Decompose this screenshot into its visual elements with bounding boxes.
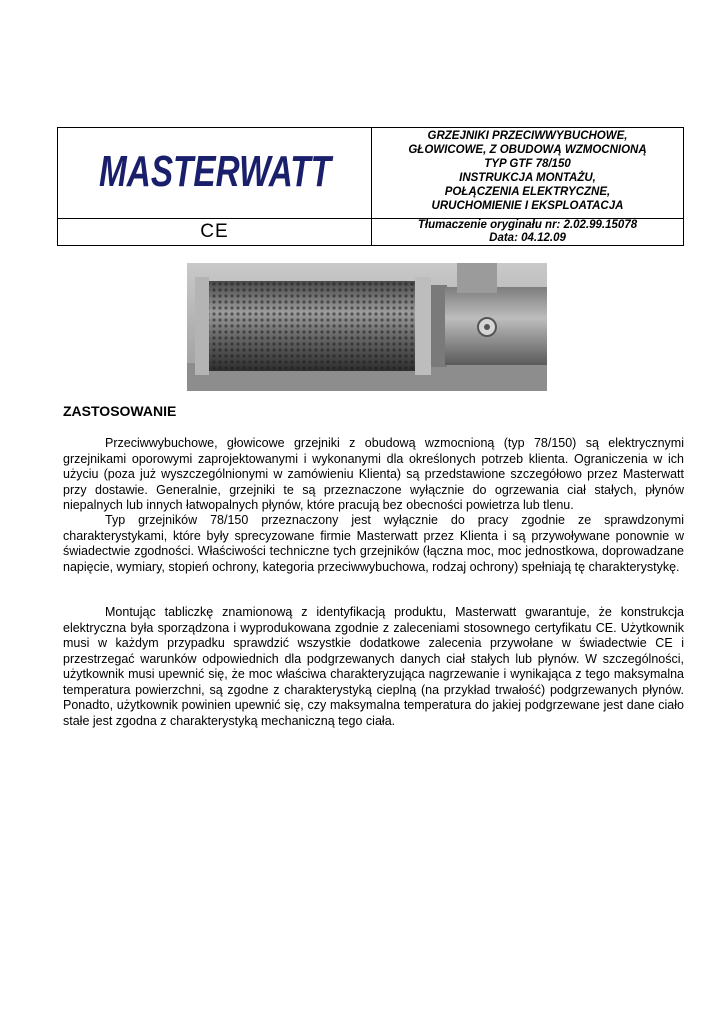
title-line-3: TYP GTF 78/150 bbox=[484, 158, 571, 170]
document-header-table bbox=[57, 127, 684, 246]
title-line-1: GRZEJNIKI PRZECIWWYBUCHOWE, bbox=[427, 130, 628, 142]
document-title bbox=[372, 128, 683, 218]
ce-cell bbox=[58, 219, 371, 245]
title-line-2: GŁOWICOWE, Z OBUDOWĄ WZMOCNIONĄ bbox=[408, 144, 647, 156]
translation-info bbox=[372, 219, 683, 245]
section-heading: ZASTOSOWANIE bbox=[63, 403, 177, 419]
paragraph-3: Montując tabliczkę znamionową z identyfikacją produktu, Masterwatt gwarantuje, że konstrukcja elektryczna była sporządzona i wyprodukowana zgodnie z zaleceniami stosownego certyfikatu CE. Użytkownik musi w każdym przypadku sprawdzić wszystkie dodatkowe zalecenia przywołane w świadectwie CE i przestrzegać warunków odpowiednich dla podgrzewanych danych ciał stałych lub płynów. W szczególności, użytkownik musi upewnić się, że moc właściwa charakteryzująca nagrzewanie i wynikająca z tego maksymalna temperatura powierzchni, są zgodne z charakterystyką cieplną (na przykład trwałość) podgrzewanych płynów. Ponadto, użytkownik powinien upewnić się, czy maksymalna temperatura do jakiej podgrzewane jest dane ciało stałe jest zgodna z charakterystyką mechaniczną tego ciała. bbox=[63, 605, 684, 728]
document-date: Data: 04.12.09 bbox=[489, 232, 566, 244]
logo-cell bbox=[58, 128, 371, 218]
logo-text: MASTERWATT bbox=[98, 147, 333, 196]
paragraph-2: Typ grzejników 78/150 przeznaczony jest wyłącznie do pracy zgodnie ze sprawdzonymi charakterystykami, które były sprecyzowane firmie Masterwatt przez Klienta i są przywoływane ponownie w świadectwie zgodności. Właściwości techniczne tych grzejników (łączna moc, moc jednostkowa, doprowadzane napięcie, wymiary, stopień ochrony, kategoria przeciwwybuchowa, rodzaj ochrony) spełniają tę charakterystykę. bbox=[63, 513, 684, 574]
masterwatt-logo bbox=[95, 148, 335, 198]
title-line-5: POŁĄCZENIA ELEKTRYCZNE, bbox=[444, 186, 611, 198]
title-line-4: INSTRUKCJA MONTAŻU, bbox=[459, 172, 596, 184]
title-line-6: URUCHOMIENIE I EKSPLOATACJA bbox=[431, 200, 624, 212]
paragraph-1: Przeciwwybuchowe, głowicowe grzejniki z obudową wzmocnioną (typ 78/150) są elektrycznymi grzejnikami oporowymi zaprojektowanymi i wykonanymi dla określonych potrzeb klienta. Ograniczenia w ich użyciu (poza już wyszczególnionymi w zamówieniu Klienta) są przedstawione szczegółowo przez Masterwatt przy dostawie. Generalnie, grzejniki te są przeznaczone wyłącznie do ogrzewania ciał stałych, płynów niepalnych lub innych łatwopalnych płynów, które pracują bez obecności powietrza lub tlenu. bbox=[63, 436, 684, 512]
ce-mark: CE bbox=[200, 221, 229, 242]
translation-number: Tłumaczenie oryginału nr: 2.02.99.15078 bbox=[417, 219, 638, 231]
heater-photo bbox=[187, 263, 547, 391]
